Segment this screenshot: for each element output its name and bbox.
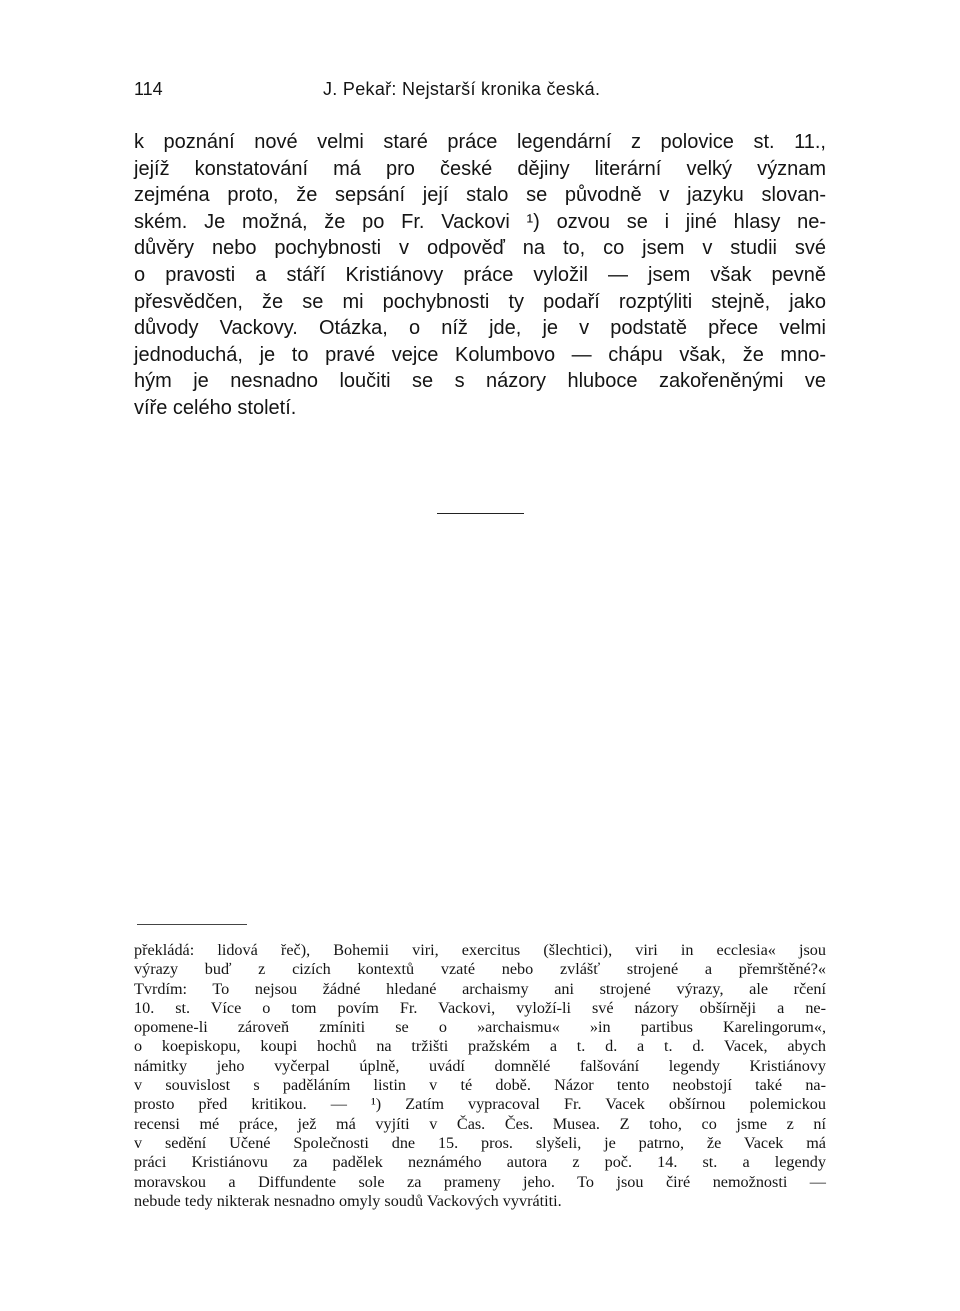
footnote-line: překládá: lidová řeč), Bohemii viri, exercitus (šlechtici), viri in ecclesia« jsou bbox=[134, 941, 826, 959]
main-text-line: ském. Je možná, že po Fr. Vackovi ¹) ozvou se i jiné hlasy ne- bbox=[134, 210, 826, 233]
footnote-line: v souvislost s paděláním listin v té době. Názor tento neobstojí také na- bbox=[134, 1076, 826, 1095]
footnote-line: výrazy buď z cizích kontextů vzaté nebo zvlášť strojené a přemrštěné?« bbox=[134, 960, 826, 979]
main-text-line: víře celého století. bbox=[134, 396, 297, 419]
page-header bbox=[134, 76, 826, 102]
footnote-line: moravskou a Diffundente sole za prameny jeho. To jsou čiré nemožnosti — bbox=[134, 1172, 826, 1191]
main-text bbox=[134, 129, 826, 422]
footnote-line: prosto před kritikou. — ¹) Zatím vypracoval Fr. Vacek obšírnou polemickou bbox=[134, 1095, 826, 1114]
main-text-line: hým je nesnadno loučiti se s názory hluboce zakořeněnými ve bbox=[134, 370, 826, 393]
footnote-line: práci Kristiánovu za padělek neznámého autora z poč. 14. st. a legendy bbox=[134, 1153, 826, 1172]
footnote-line: 10. st. Více o tom povím Fr. Vackovi, vyloží-li své názory obšírněji a ne- bbox=[134, 998, 826, 1017]
footnote-line: námitky jeho vyčerpal úplně, uvádí domnělé falšování legendy Kristiánovy bbox=[134, 1056, 826, 1075]
main-text-line: k poznání nové velmi staré práce legendární z polovice st. 11., bbox=[134, 131, 826, 153]
main-text-line: zejména proto, že sepsání její stalo se původně v jazyku slovan- bbox=[134, 184, 826, 207]
main-text-line: důvěry nebo pochybnosti v odpověď na to, co jsem v studii své bbox=[134, 237, 826, 260]
footnotes bbox=[134, 941, 826, 1211]
main-text-line: přesvědčen, že se mi pochybnosti ty podaří rozptýliti stejně, jako bbox=[134, 290, 826, 313]
page-number: 114 bbox=[134, 79, 163, 99]
main-text-line: jejíž konstatování má pro české dějiny literární velký význam bbox=[134, 157, 826, 180]
main-text-line: důvody Vackovy. Otázka, o níž jde, je v podstatě přece velmi bbox=[134, 317, 826, 340]
footnote-rule bbox=[137, 924, 247, 925]
main-text-line: o pravosti a stáří Kristiánovy práce vyložil — jsem však pevně bbox=[134, 263, 826, 286]
footnote-line: v sedění Učené Společnosti dne 15. pros. slyšeli, je patrno, že Vacek má bbox=[134, 1133, 826, 1152]
section-divider bbox=[437, 513, 524, 514]
footnote-line: o koepiskopu, koupi hochů na tržišti pražském a t. d. a t. d. Vacek, abych bbox=[134, 1037, 826, 1056]
main-text-line: jednoduchá, je to pravé vejce Kolumbovo — chápu však, že mno- bbox=[134, 343, 826, 366]
footnote-line: recensi mé práce, jež má vyjíti v Čas. Čes. Musea. Z toho, co jsme z ní bbox=[134, 1114, 826, 1133]
footnote-line: opomene-li zároveň zmíniti se o »archaismu« »in partibus Karelingorum«, bbox=[134, 1018, 826, 1037]
footnote-line: nebude tedy nikterak nesnadno omyly soudů Vackových vyvrátiti. bbox=[134, 1191, 562, 1210]
running-title: J. Pekař: Nejstarší kronika česká. bbox=[323, 79, 601, 99]
footnote-line: Tvrdím: To nejsou žádné hledané archaismy ani strojené výrazy, ale rčení bbox=[134, 979, 826, 998]
